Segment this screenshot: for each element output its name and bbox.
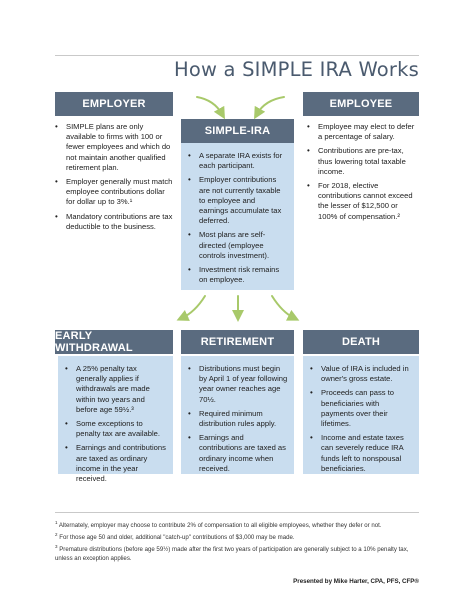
presented-by: Presented by Mike Harter, CPA, PFS, CFP®	[293, 578, 419, 585]
employee-item: • For 2018, elective contributions cannot exceed the lesser of $12,500 or 100% of compensation.²	[307, 181, 419, 222]
simple-ira-item: • Most plans are self-directed (employee controls investment).	[188, 230, 286, 261]
early-withdrawal-item: • Some exceptions to penalty tax are available.	[65, 419, 167, 439]
retirement-header: RETIREMENT	[181, 330, 294, 354]
employer-panel	[55, 122, 173, 236]
death-item: • Income and estate taxes can severely reduce IRA funds left to nonspousal beneficiaries.	[310, 433, 413, 474]
early-withdrawal-item: • Earnings and contributions are taxed as ordinary income in the year received.	[65, 443, 167, 484]
employer-item: • SIMPLE plans are only available to firms with 100 or fewer employees and which do not maintain another qualified retirement plan.	[55, 122, 173, 173]
death-panel	[303, 356, 419, 474]
employee-header: EMPLOYEE	[303, 92, 419, 116]
arrow-ira-to-early-withdrawal	[182, 296, 205, 318]
arrow-employer-to-ira	[197, 97, 222, 114]
death-list	[310, 364, 413, 474]
employee-item: • Employee may elect to defer a percentage of salary.	[307, 122, 419, 142]
retirement-item: • Distributions must begin by April 1 of year following year owner reaches age 70½.	[188, 364, 288, 405]
death-header: DEATH	[303, 330, 419, 354]
early-withdrawal-header: EARLY WITHDRAWAL	[55, 330, 173, 354]
arrow-ira-to-death	[272, 296, 294, 318]
simple-ira-header: SIMPLE-IRA	[181, 119, 294, 143]
footnote-rule	[55, 512, 419, 513]
footnotes	[55, 518, 419, 563]
simple-ira-list	[188, 151, 286, 285]
death-item: • Value of IRA is included in owner's gross estate.	[310, 364, 413, 384]
employee-item: • Contributions are pre-tax, thus lowering total taxable income.	[307, 146, 419, 177]
footnote: $^2$ For those age 50 and older, additional "catch-up" contributions of $3,000 may be made.	[55, 532, 295, 542]
early-withdrawal-panel	[58, 356, 173, 484]
simple-ira-item: • Investment risk remains on employee.	[188, 265, 286, 285]
employer-header: EMPLOYER	[55, 92, 173, 116]
retirement-item: • Earnings and contributions are taxed as ordinary income when received.	[188, 433, 288, 474]
employer-item: • Mandatory contributions are tax deductible to the business.	[55, 212, 173, 232]
footnote: $^1$ Alternately, employer may choose to contribute 2% of compensation to all eligible employees, whether they defer or not.	[55, 520, 382, 530]
employee-panel	[307, 122, 419, 226]
simple-ira-item: • A separate IRA exists for each participant.	[188, 151, 286, 171]
simple-ira-panel	[181, 143, 294, 290]
retirement-panel	[181, 356, 294, 474]
top-rule	[55, 55, 419, 56]
employer-item: • Employer generally must match employee contributions dollar for dollar up to 3%.¹	[55, 177, 173, 208]
employer-list	[55, 122, 173, 232]
simple-ira-item: • Employer contributions are not currently taxable to employee and earnings accumulate tax deferred.	[188, 175, 286, 226]
footnote: $^3$ Premature distributions (before age 59½) made after the first two years of participation are generally subject to a 10% penalty tax, unless an exception applies.	[55, 544, 409, 563]
arrow-employee-to-ira	[257, 97, 284, 114]
early-withdrawal-item: • A 25% penalty tax generally applies if withdrawals are made within two years and before age 59½.³	[65, 364, 167, 415]
employee-list	[307, 122, 419, 222]
retirement-list	[188, 364, 288, 474]
early-withdrawal-list	[65, 364, 167, 484]
death-item: • Proceeds can pass to beneficiaries with payments over their lifetimes.	[310, 388, 413, 429]
retirement-item: • Required minimum distribution rules apply.	[188, 409, 288, 429]
page-title: How a SIMPLE IRA Works	[174, 58, 419, 81]
